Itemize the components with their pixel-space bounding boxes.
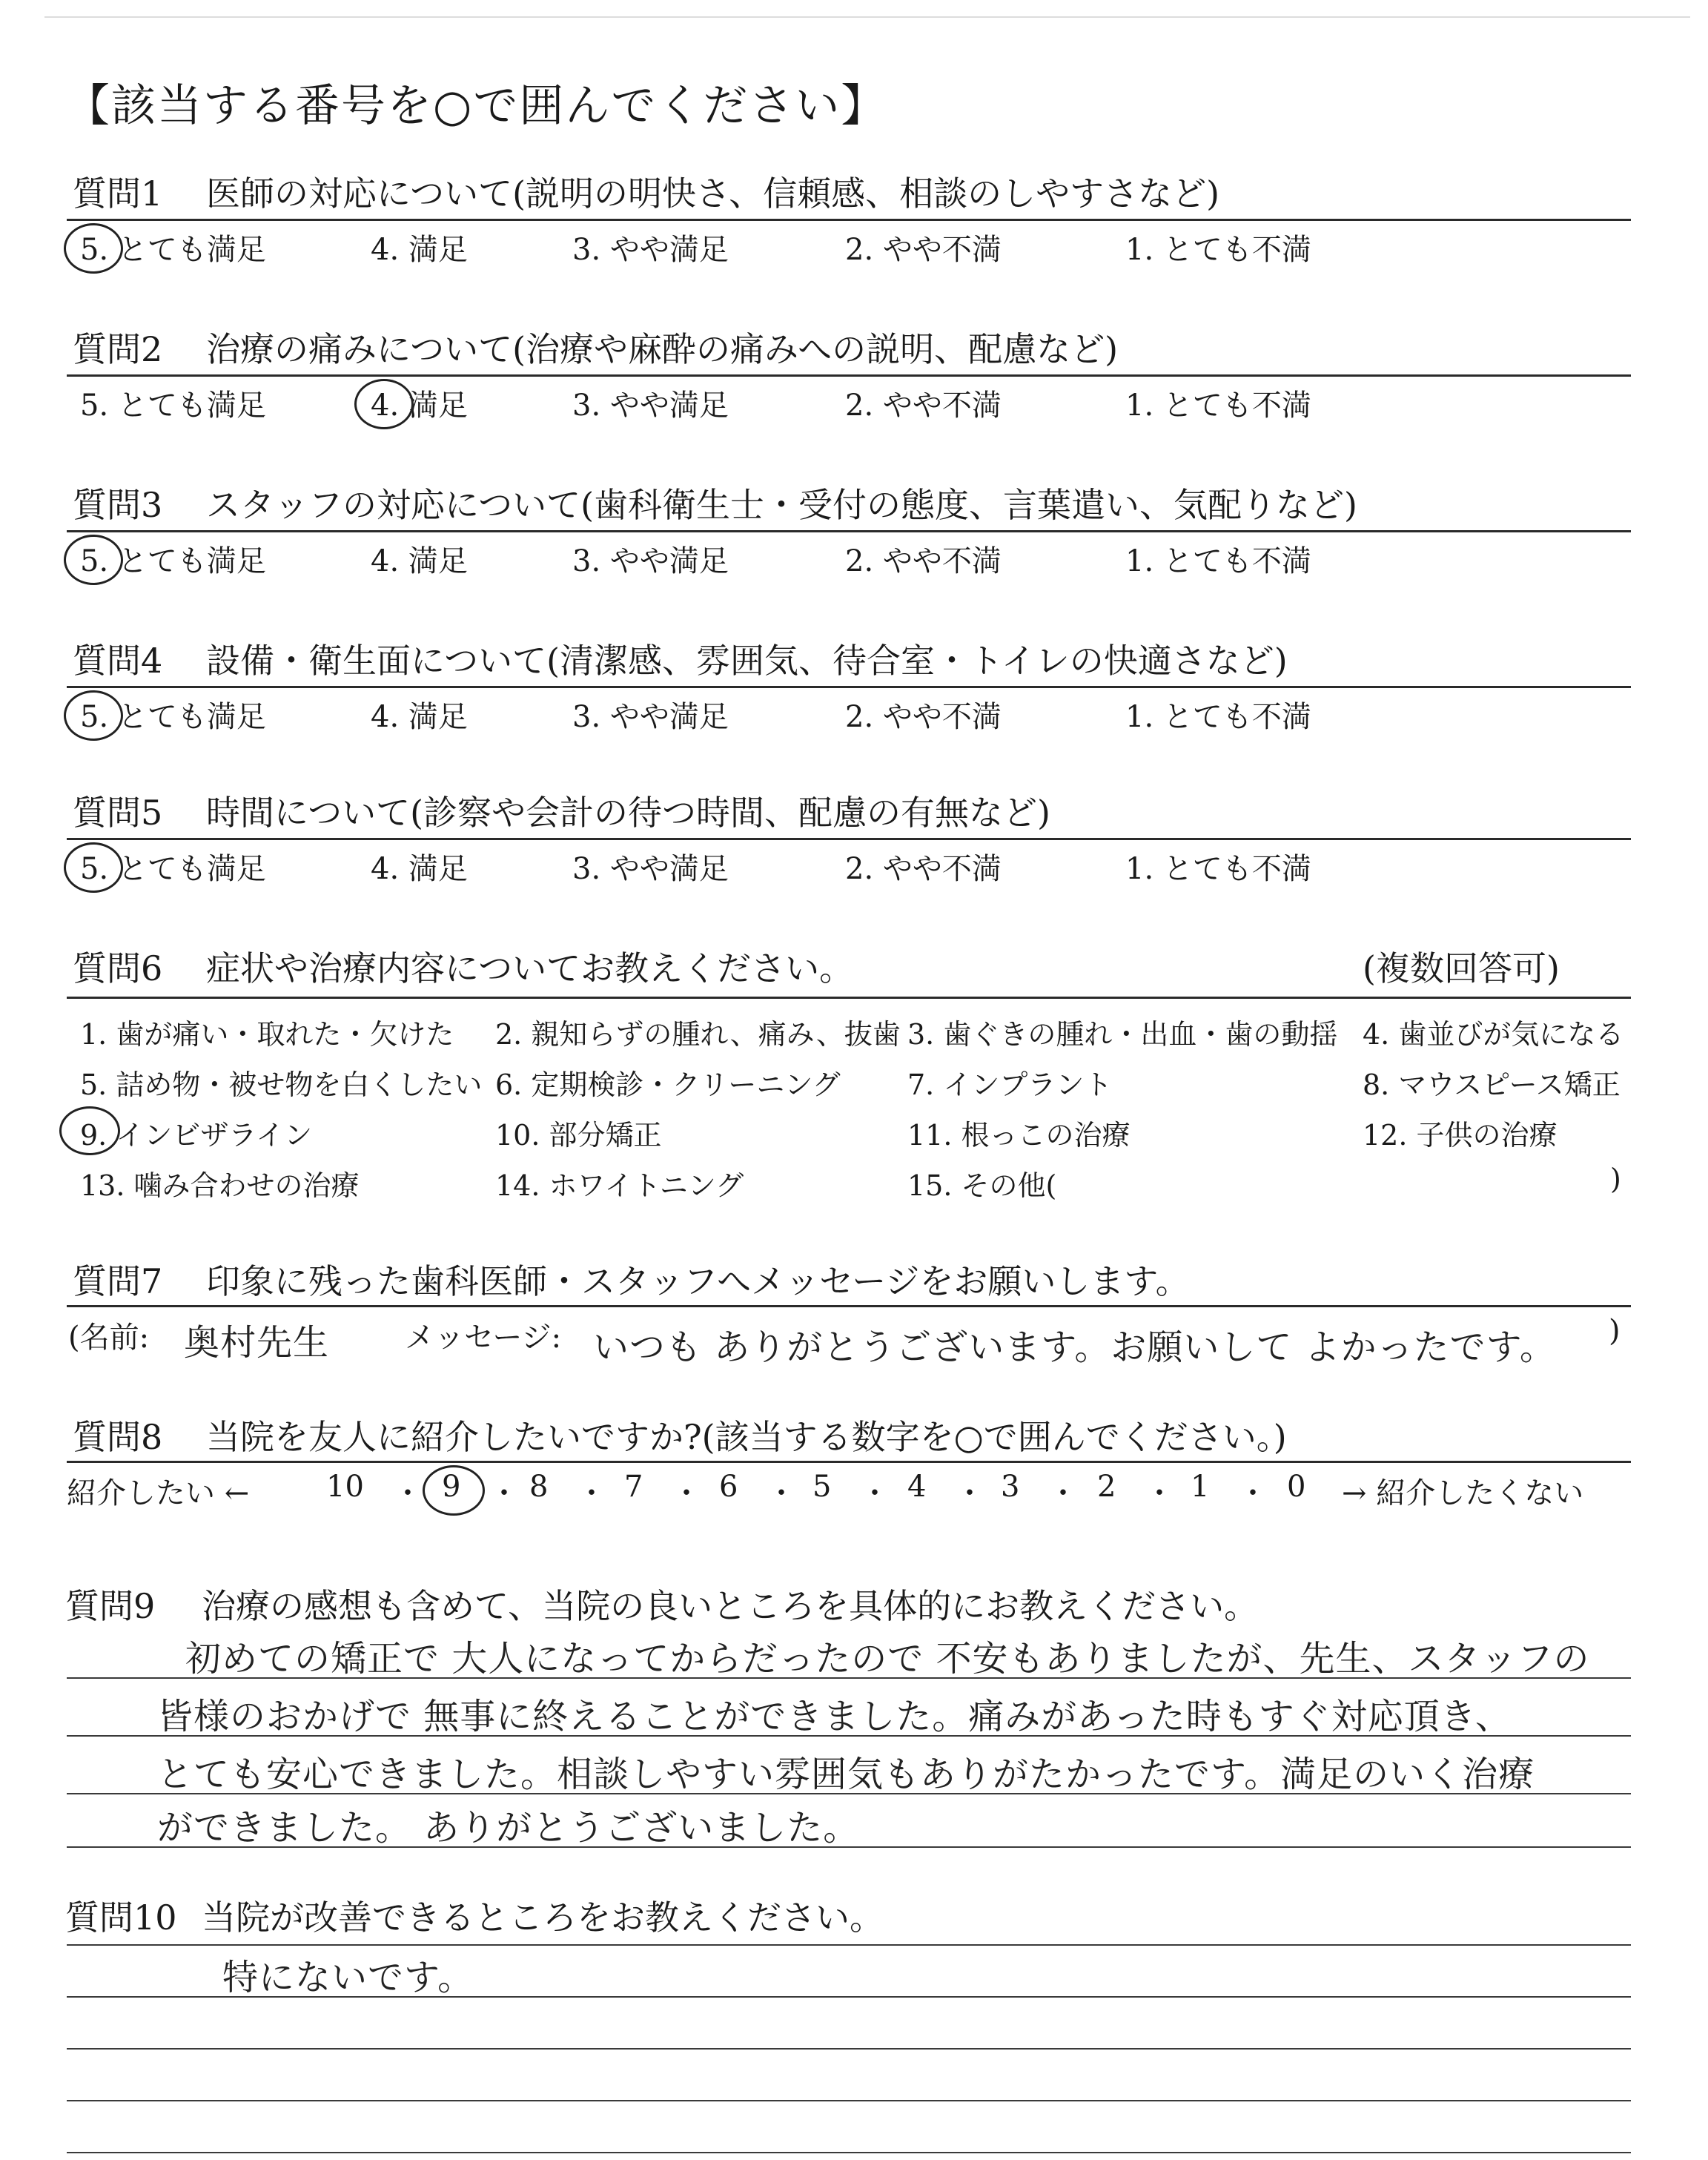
question-rule xyxy=(67,219,1631,221)
q8-scale-number[interactable]: 1 xyxy=(1191,1470,1210,1504)
rating-option[interactable]: 3. やや満足 xyxy=(572,700,729,734)
q6-note: (複数回答可) xyxy=(1363,948,1560,988)
rating-option[interactable]: 3. やや満足 xyxy=(572,852,729,886)
question-text: 時間について(診察や会計の待つ時間、配慮の有無など) xyxy=(206,793,1050,833)
q8-rule xyxy=(67,1461,1631,1463)
q6-item[interactable]: 13. 噛み合わせの治療 xyxy=(80,1169,360,1202)
q6-item[interactable]: 5. 詰め物・被せ物を白くしたい xyxy=(80,1069,483,1101)
rating-option[interactable]: 2. やや不満 xyxy=(845,544,1002,578)
q6-item[interactable]: 3. 歯ぐきの腫れ・出血・歯の動揺 xyxy=(907,1018,1338,1051)
rating-option[interactable]: 3. やや満足 xyxy=(572,233,729,267)
q7-close-paren: ) xyxy=(1609,1314,1621,1348)
rating-option[interactable]: 5. とても満足 xyxy=(80,389,266,423)
answer-rule xyxy=(67,2100,1631,2101)
q6-item[interactable]: 7. インプラント xyxy=(907,1069,1113,1101)
q6-text: 症状や治療内容についてお教えください。 xyxy=(206,948,854,988)
q9-answer-line: ができました。 ありがとうございました。 xyxy=(157,1807,860,1849)
q6-item[interactable]: 15. その他( xyxy=(907,1169,1057,1202)
q9-answer-line: とても安心できました。相談しやすい雰囲気もありがたかったです。満足のいく治療 xyxy=(157,1754,1535,1795)
q7-text: 印象に残った歯科医師・スタッフへメッセージをお願いします。 xyxy=(206,1261,1190,1301)
answer-circle xyxy=(354,379,414,429)
question-text: スタッフの対応について(歯科衛生士・受付の態度、言葉遣い、気配りなど) xyxy=(206,485,1357,525)
question-label: 質問2 xyxy=(73,329,163,369)
q8-scale-number[interactable]: 6 xyxy=(719,1470,738,1504)
q6-item[interactable]: 6. 定期検診・クリーニング xyxy=(495,1069,841,1101)
q8-answer-circle xyxy=(423,1465,485,1516)
q6-rule xyxy=(67,997,1631,999)
q8-scale-number[interactable]: 0 xyxy=(1287,1470,1306,1504)
q8-scale-dot: ・ xyxy=(1145,1476,1174,1510)
question-rule xyxy=(67,838,1631,840)
answer-circle xyxy=(64,690,123,741)
q7-rule xyxy=(67,1305,1631,1307)
q8-scale-dot: ・ xyxy=(955,1476,984,1510)
q10-text: 当院が改善できるところをお教えください。 xyxy=(202,1898,884,1938)
q8-label: 質問8 xyxy=(73,1417,163,1457)
q6-item[interactable]: 8. マウスピース矯正 xyxy=(1363,1069,1621,1101)
answer-circle xyxy=(64,842,123,893)
rating-option[interactable]: 1. とても不満 xyxy=(1125,389,1311,423)
q8-scale-number[interactable]: 4 xyxy=(907,1470,927,1504)
rating-option[interactable]: 4. 満足 xyxy=(371,544,468,578)
rating-option[interactable]: 2. やや不満 xyxy=(845,852,1002,886)
q8-scale-number[interactable]: 2 xyxy=(1097,1470,1116,1504)
q8-scale-dot: ・ xyxy=(672,1476,701,1510)
q9-label: 質問9 xyxy=(65,1586,156,1626)
q8-right-label: → 紹介したくない xyxy=(1342,1476,1584,1510)
rating-option[interactable]: 1. とても不満 xyxy=(1125,233,1311,267)
answer-rule xyxy=(67,2152,1631,2153)
q10-label: 質問10 xyxy=(65,1898,177,1938)
top-border xyxy=(44,16,1690,18)
q6-item[interactable]: 10. 部分矯正 xyxy=(495,1119,662,1152)
answer-rule xyxy=(67,2048,1631,2050)
q7-message-label: メッセージ: xyxy=(405,1321,562,1355)
question-text: 治療の痛みについて(治療や麻酔の痛みへの説明、配慮など) xyxy=(206,329,1119,369)
question-label: 質問4 xyxy=(73,641,163,681)
q10-answer-line: 特にないです。 xyxy=(222,1957,474,1998)
rating-option[interactable]: 5. とても満足 xyxy=(80,233,266,267)
q8-scale-number[interactable]: 7 xyxy=(624,1470,643,1504)
q6-item[interactable]: 11. 根っこの治療 xyxy=(907,1119,1131,1152)
q8-scale-dot: ・ xyxy=(489,1476,519,1510)
q8-left-label: 紹介したい ← xyxy=(67,1476,250,1510)
rating-option[interactable]: 3. やや満足 xyxy=(572,544,729,578)
question-label: 質問3 xyxy=(73,485,163,525)
question-label: 質問5 xyxy=(73,793,163,833)
q6-item[interactable]: 1. 歯が痛い・取れた・欠けた xyxy=(80,1018,454,1051)
rating-option[interactable]: 2. やや不満 xyxy=(845,389,1002,423)
q8-scale-dot: ・ xyxy=(577,1476,606,1510)
q8-scale-number[interactable]: 3 xyxy=(1001,1470,1020,1504)
answer-circle xyxy=(64,535,123,585)
rating-option[interactable]: 4. 満足 xyxy=(371,389,468,423)
answer-circle xyxy=(64,223,123,274)
rating-option[interactable]: 4. 満足 xyxy=(371,700,468,734)
question-rule xyxy=(67,686,1631,688)
q8-scale-number[interactable]: 9 xyxy=(442,1470,461,1504)
rating-option[interactable]: 1. とても不満 xyxy=(1125,852,1311,886)
q6-item: ) xyxy=(1610,1163,1621,1195)
q6-item[interactable]: 14. ホワイトニング xyxy=(495,1169,744,1202)
q8-scale-number[interactable]: 8 xyxy=(529,1470,549,1504)
q8-scale-number[interactable]: 5 xyxy=(812,1470,832,1504)
q6-item[interactable]: 12. 子供の治療 xyxy=(1363,1119,1558,1152)
rating-option[interactable]: 4. 満足 xyxy=(371,233,468,267)
question-rule xyxy=(67,374,1631,377)
rating-option[interactable]: 1. とても不満 xyxy=(1125,700,1311,734)
question-text: 医師の対応について(説明の明快さ、信頼感、相談のしやすさなど) xyxy=(206,174,1220,214)
q8-scale-dot: ・ xyxy=(860,1476,890,1510)
rating-option[interactable]: 1. とても不満 xyxy=(1125,544,1311,578)
q7-message-value: いつも ありがとうございます。お願いして よかったです。 xyxy=(593,1327,1556,1368)
question-label: 質問1 xyxy=(73,174,163,214)
answer-rule xyxy=(67,1944,1631,1946)
q6-item[interactable]: 9. インビザライン xyxy=(80,1119,313,1152)
page-title: 【該当する番号を○で囲んでください】 xyxy=(65,80,887,132)
q9-answer-line: 初めての矯正で 大人になってからだったので 不安もありましたが、先生、スタッフの xyxy=(185,1638,1590,1680)
q8-scale-dot: ・ xyxy=(1048,1476,1078,1510)
q7-name-value: 奥村先生 xyxy=(184,1322,330,1364)
q6-answer-circle xyxy=(59,1106,120,1155)
q8-scale-dot: ・ xyxy=(767,1476,796,1510)
rating-option[interactable]: 3. やや満足 xyxy=(572,389,729,423)
q6-label: 質問6 xyxy=(73,948,163,988)
q9-answer-line: 皆様のおかげで 無事に終えることができました。痛みがあった時もすぐ対応頂き、 xyxy=(157,1696,1512,1737)
rating-option[interactable]: 5. とても満足 xyxy=(80,544,266,578)
q8-scale-number[interactable]: 10 xyxy=(326,1470,364,1504)
rating-option[interactable]: 2. やや不満 xyxy=(845,700,1002,734)
rating-option[interactable]: 5. とても満足 xyxy=(80,852,266,886)
q8-text: 当院を友人に紹介したいですか?(該当する数字を○で囲んでください。) xyxy=(206,1417,1287,1457)
q9-text: 治療の感想も含めて、当院の良いところを具体的にお教えください。 xyxy=(202,1586,1259,1626)
question-text: 設備・衛生面について(清潔感、雰囲気、待合室・トイレの快適さなど) xyxy=(206,641,1288,681)
rating-option[interactable]: 4. 満足 xyxy=(371,852,468,886)
rating-option[interactable]: 5. とても満足 xyxy=(80,700,266,734)
q6-item[interactable]: 4. 歯並びが気になる xyxy=(1363,1018,1624,1051)
q6-item[interactable]: 2. 親知らずの腫れ、痛み、抜歯 xyxy=(495,1018,901,1051)
q8-scale-dot: ・ xyxy=(1238,1476,1268,1510)
q7-label: 質問7 xyxy=(73,1261,163,1301)
question-rule xyxy=(67,530,1631,532)
q8-scale-dot: ・ xyxy=(393,1476,423,1510)
rating-option[interactable]: 2. やや不満 xyxy=(845,233,1002,267)
q7-name-label: (名前: xyxy=(68,1321,150,1355)
